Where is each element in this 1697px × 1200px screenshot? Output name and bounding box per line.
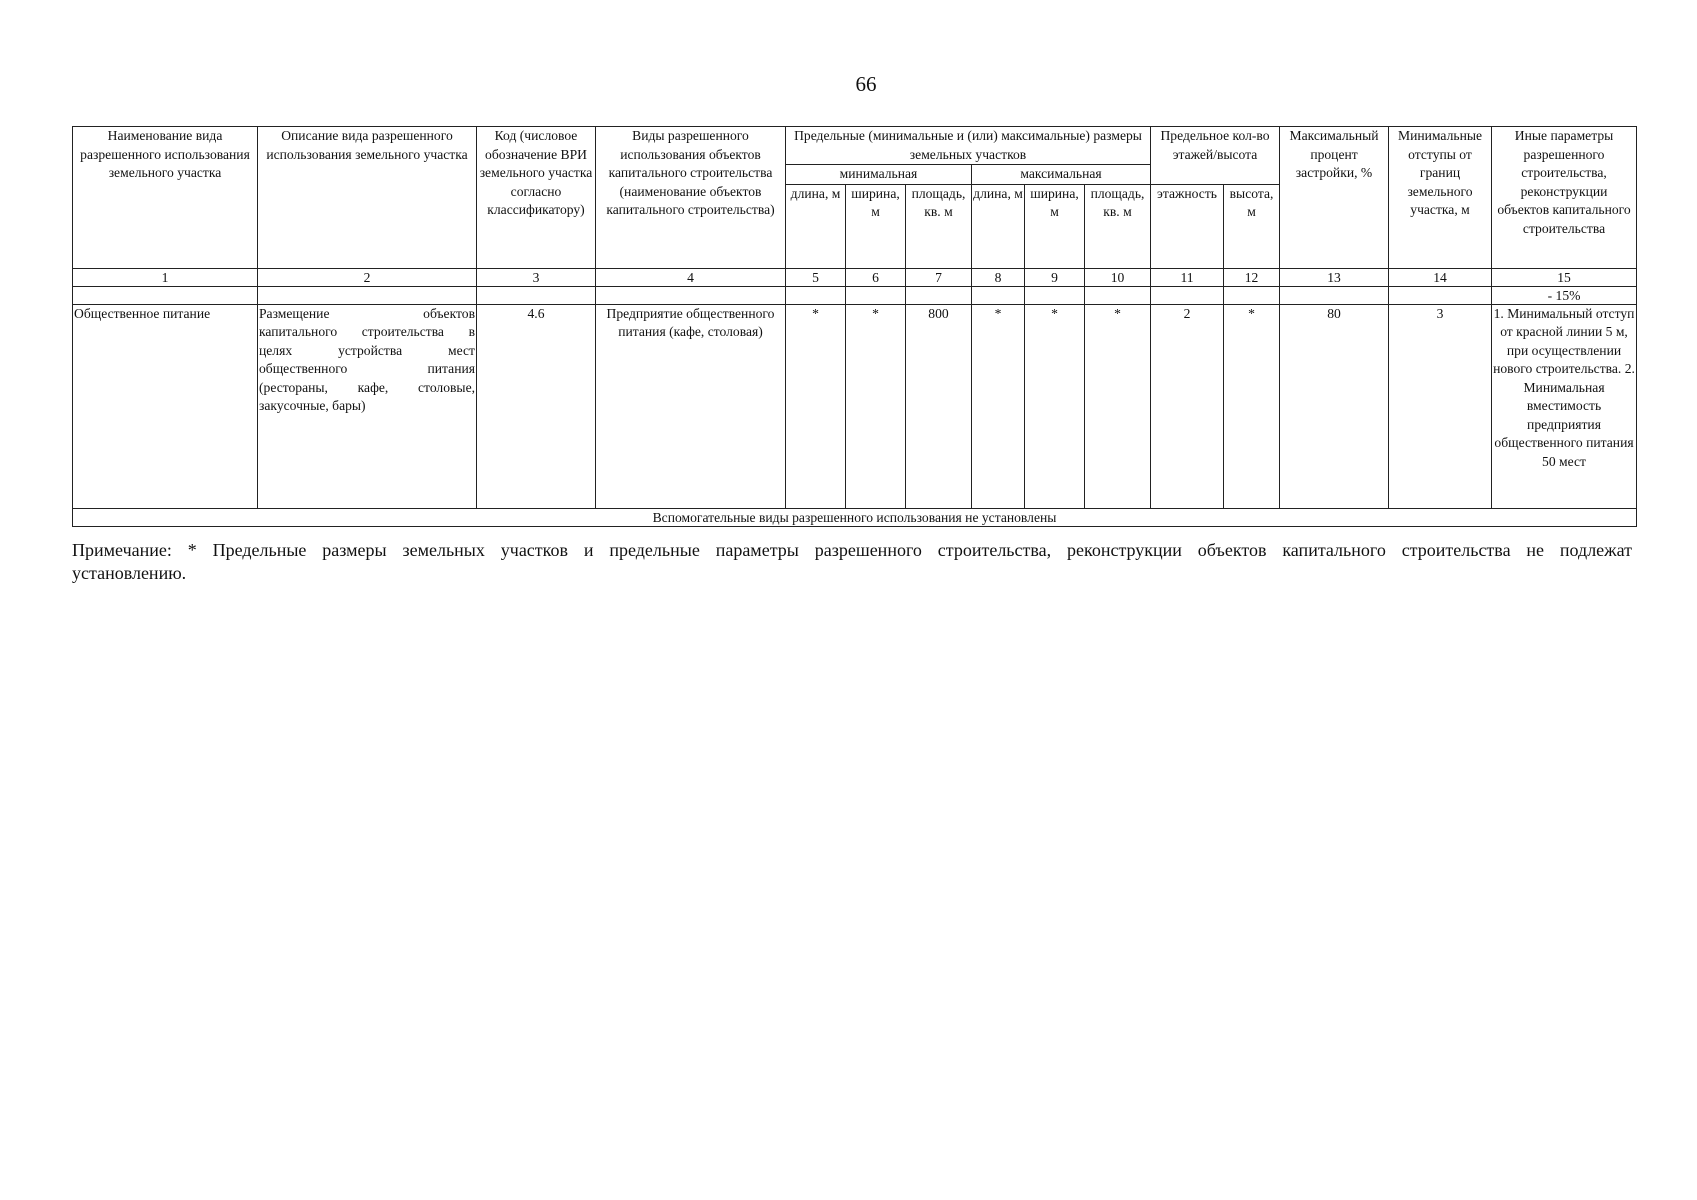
row-min-length: * xyxy=(786,304,846,508)
row-max-length: * xyxy=(972,304,1025,508)
row-max-percent: 80 xyxy=(1280,304,1389,508)
column-number: 14 xyxy=(1389,268,1492,286)
header-max-area: площадь, кв. м xyxy=(1085,184,1151,268)
row-description xyxy=(258,304,477,508)
column-number: 4 xyxy=(596,268,786,286)
header-row-1 xyxy=(73,127,1637,165)
header-kinds: Виды разрешенного использования объектов капитального строительства (наименование объектов капитального строительства) xyxy=(596,127,786,269)
column-number: 13 xyxy=(1280,268,1389,286)
page-number: 66 xyxy=(855,72,877,96)
header-min-length: длина, м xyxy=(786,184,846,268)
row-max-area: * xyxy=(1085,304,1151,508)
row-other-params: 1. Минимальный отступ от красной линии 5 м, при осуществлении нового строительства. 2. Минимальная вместимость предприятия общественного питания 50 мест xyxy=(1492,304,1637,508)
column-number: 11 xyxy=(1151,268,1224,286)
column-number: 10 xyxy=(1085,268,1151,286)
footnote-line: установлению. xyxy=(72,563,187,583)
row-min-width: * xyxy=(846,304,906,508)
carryover-text: - 15% xyxy=(1492,286,1637,304)
table-row xyxy=(73,304,1637,508)
description-line: целях устройства мест xyxy=(259,342,475,358)
header-max-length: длина, м xyxy=(972,184,1025,268)
header-description: Описание вида разрешенного использования земельного участка xyxy=(258,127,477,269)
column-number: 8 xyxy=(972,268,1025,286)
header-max-percent: Максимальный процент застройки, % xyxy=(1280,127,1389,269)
auxiliary-text: Вспомогательные виды разрешенного использования не установлены xyxy=(73,508,1637,526)
header-min-area: площадь, кв. м xyxy=(906,184,972,268)
header-other-params: Иные параметры разрешенного строительства, реконструкции объектов капитального строительства xyxy=(1492,127,1637,269)
header-code: Код (числовое обозначение ВРИ земельного участка согласно классификатору) xyxy=(477,127,596,269)
column-number: 6 xyxy=(846,268,906,286)
column-number: 15 xyxy=(1492,268,1637,286)
carryover-row xyxy=(73,286,1637,304)
column-number: 1 xyxy=(73,268,258,286)
description-line: (рестораны, кафе, столовые, xyxy=(259,379,475,395)
column-number: 12 xyxy=(1224,268,1280,286)
auxiliary-row xyxy=(73,508,1637,526)
description-line: капитального строительства в xyxy=(259,324,475,339)
description-line: закусочные, бары) xyxy=(259,398,366,413)
row-floors: 2 xyxy=(1151,304,1224,508)
header-min-width: ширина, м xyxy=(846,184,906,268)
header-max: максимальная xyxy=(972,165,1151,185)
row-max-width: * xyxy=(1025,304,1085,508)
header-floors: этажность xyxy=(1151,184,1224,268)
header-height: высота, м xyxy=(1224,184,1280,268)
row-kinds: Предприятие общественного питания (кафе, столовая) xyxy=(596,304,786,508)
column-number-row xyxy=(73,268,1637,286)
header-sizes-group: Предельные (минимальные и (или) максимальные) размеры земельных участков xyxy=(786,127,1151,165)
description-line: Размещение объектов xyxy=(259,305,475,321)
column-number: 2 xyxy=(258,268,477,286)
header-floors-group: Предельное кол-во этажей/высота xyxy=(1151,127,1280,185)
column-number: 9 xyxy=(1025,268,1085,286)
column-number: 5 xyxy=(786,268,846,286)
row-code: 4.6 xyxy=(477,304,596,508)
row-min-area: 800 xyxy=(906,304,972,508)
footnote-line: Примечание: * Предельные размеры земельных участков и предельные параметры разрешенного строительства, реконструкции объектов капитального строительства не подлежат xyxy=(72,540,1632,560)
header-min-offsets: Минимальные отступы от границ земельного участка, м xyxy=(1389,127,1492,269)
row-height: * xyxy=(1224,304,1280,508)
description-line: общественного питания xyxy=(259,361,475,376)
row-min-offset: 3 xyxy=(1389,304,1492,508)
column-number: 7 xyxy=(906,268,972,286)
header-name: Наименование вида разрешенного использования земельного участка xyxy=(73,127,258,269)
row-name: Общественное питание xyxy=(73,304,258,508)
column-number: 3 xyxy=(477,268,596,286)
footnote xyxy=(72,539,1632,585)
header-min: минимальная xyxy=(786,165,972,185)
header-max-width: ширина, м xyxy=(1025,184,1085,268)
zoning-table xyxy=(72,126,1637,527)
